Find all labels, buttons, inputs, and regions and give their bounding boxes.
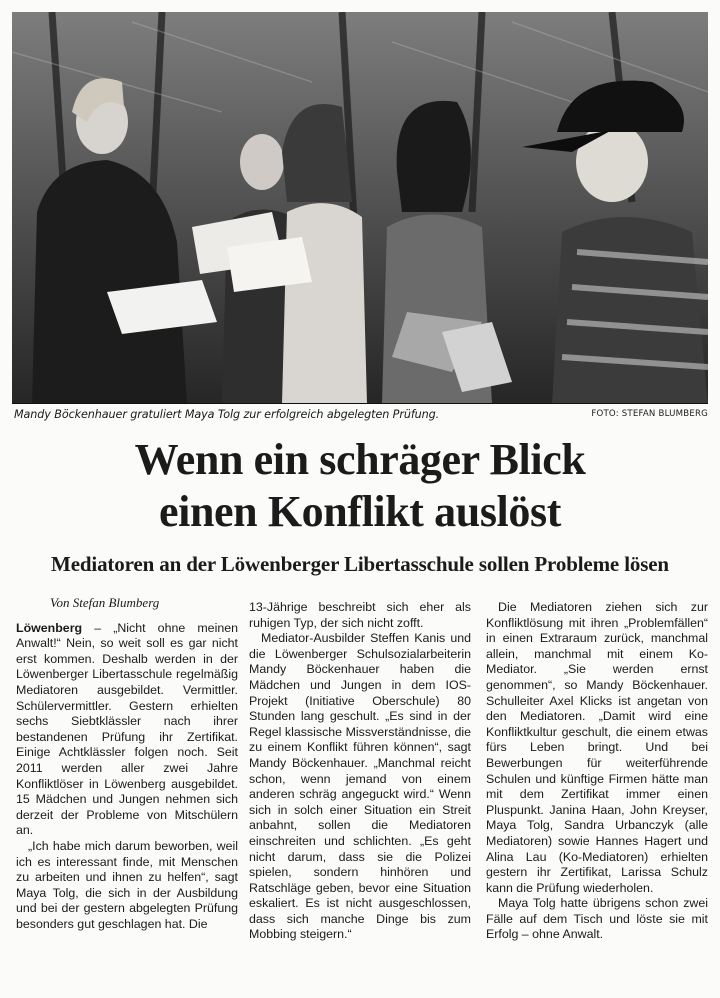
photo-illustration [12,12,708,404]
paragraph [16,621,238,839]
paragraph: Mediator-Ausbilder Steffen Kanis und die Löwenberger Schulsozialarbeiterin Mandy Böckenhauer haben die Mädchen und Jungen in dem IOS-Projekt (Initiative Oberschule) 80 Stunden lang geschult. „Es sind in der Regel klassische Missverständnisse, die zu einem Konflikt führen können“, sagt Mandy Böckenhauer. „Manchmal reicht schon, wenn jemand von einem anderen schräg angeguckt wird.“ Wenn sich in solch einer Situation ein Streit anbahnt, sollen die Mediatoren einschreiten und schlichten. „Es geht nicht darum, dass sie die Polizei spielen, sondern hinhören und Ratschläge geben, bevor eine Situation eskaliert. Es ist nicht ausgeschlossen, dass sich manche Dinge bis zum Mobbing steigern.“ [249,631,471,942]
article-column-3 [486,600,708,943]
paragraph: 13-Jährige beschreibt sich eher als ruhigen Typ, der sich nicht zofft. [249,600,471,630]
article-photo [12,12,708,404]
paragraph-text: – „Nicht ohne meinen Anwalt!“ Nein, so weit soll es gar nicht erst kommen. Deshalb werden in der Löwenberger Libertasschule regelmäßig Mediatoren ausgebildet. Vermittler. Schülervermittler. Gestern erhielten sechs Siebtklässler nach ihrer bestandenen Prüfung ihr Zertifikat. Einige Achtklässler folgen noch. Seit 2011 werden aller zwei Jahre Konfliktlöser in Löwenberg ausgebildet. 15 Mädchen und Jungen nehmen sich derzeit der Probleme von Mitschülern an. [16,620,239,838]
dateline: Löwenberg [16,620,83,635]
photo-credit: FOTO: STEFAN BLUMBERG [591,409,708,419]
paragraph: Maya Tolg hatte übrigens schon zwei Fälle auf dem Tisch und löste sie mit Erfolg – ohne Anwalt. [486,896,708,942]
article-column-1 [16,592,238,932]
photo-caption-bar [14,405,708,423]
headline [0,434,720,538]
headline-line-2: einen Konflikt auslöst [159,487,561,536]
article-column-2 [249,600,471,943]
headline-line-1: Wenn ein schräger Blick [134,435,586,484]
paragraph: „Ich habe mich darum beworben, weil ich es interessant finde, mit Menschen zu arbeiten und ihnen zu helfen“, sagt Maya Tolg, die sich in der Ausbildung und bei der gestern abgelegten Prüfung besonders gut geschlagen hat. Die [16,838,238,931]
byline: Von Stefan Blumberg [50,595,160,610]
subheadline: Mediatoren an der Löwenberger Libertasschule sollen Probleme lösen [51,552,669,576]
paragraph: Die Mediatoren ziehen sich zur Konfliktlösung mit ihren „Problemfällen“ in einen Extraraum zurück, manchmal allein, manchmal mit einem Ko-Mediator. „Sie werden ernst genommen“, so Mandy Böckenhauer. Schulleiter Axel Klicks ist angetan von den Mediatoren. „Damit wird eine Konfliktkultur geschult, die einem etwas fürs Leben bringt. Und bei Bewerbungen für weiterführende Schulen und künftige Firmen hätte man mit dem Zertifikat immer einen Pluspunkt. Janina Haan, John Kreyser, Maya Tolg, Sandra Urbanczyk (alle Mediatoren) sowie Hannes Hagert und Alina Lau (Ko-Mediatoren) erhielten gestern ihr Zertifikat, Larissa Schulz kann die Prüfung wiederholen. [486,600,708,895]
photo-caption: Mandy Böckenhauer gratuliert Maya Tolg zur erfolgreich abgelegten Prüfung. [14,407,440,421]
